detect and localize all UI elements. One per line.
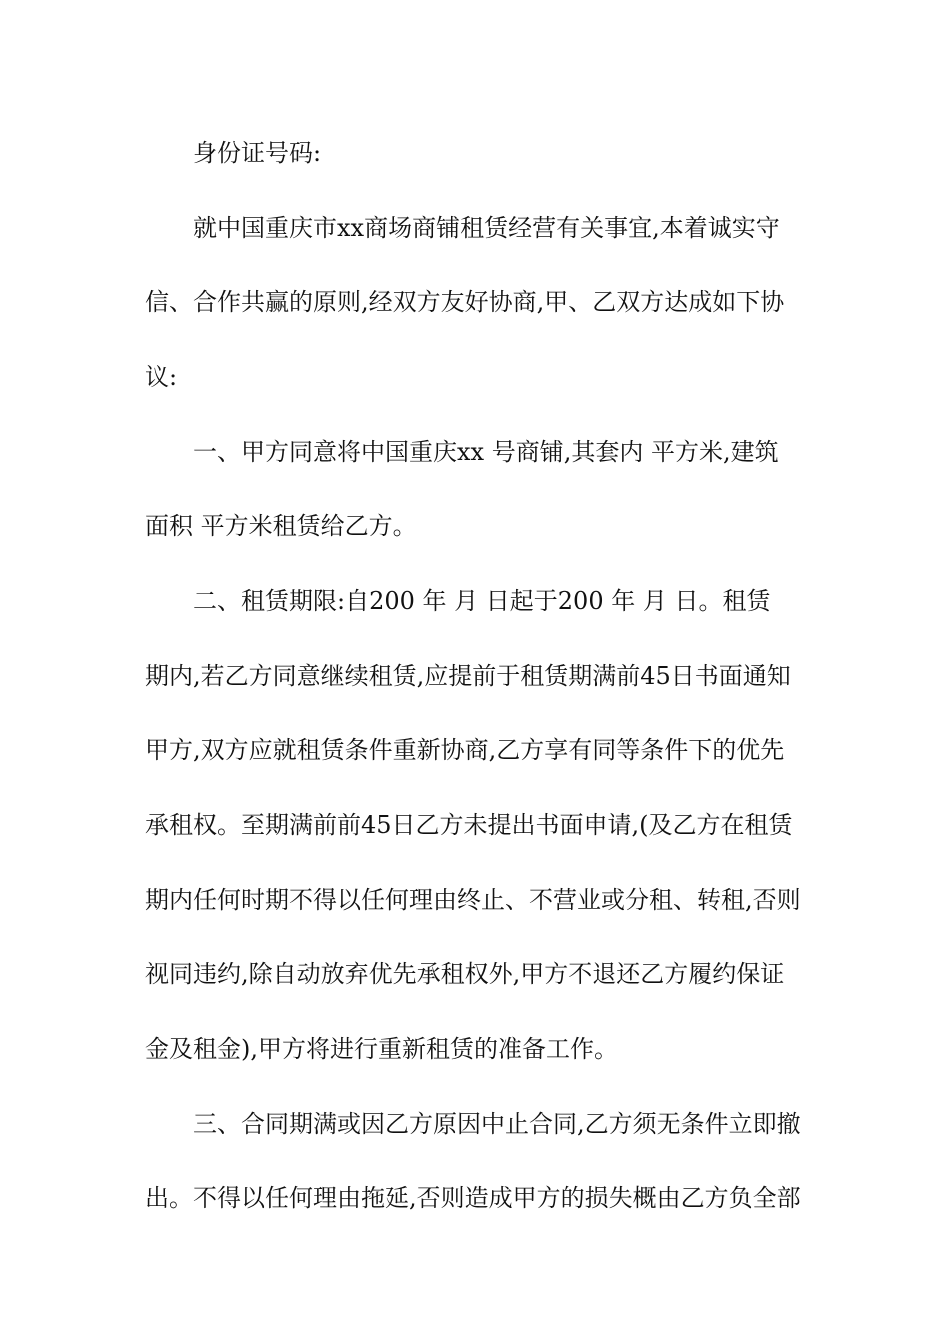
text-line: 三、合同期满或因乙方原因中止合同,乙方须无条件立即撤 [193,1110,801,1138]
text-line: 二、租赁期限:自200 年 月 日起于200 年 月 日。租赁 [193,587,771,615]
text-line: 就中国重庆市xx商场商铺租赁经营有关事宜,本着诚实守 [193,214,780,242]
text-line: 承租权。至期满前前45日乙方未提出书面申请,(及乙方在租赁 [145,811,793,839]
text-line: 出。不得以任何理由拖延,否则造成甲方的损失概由乙方负全部 [145,1184,801,1212]
text-line: 视同违约,除自动放弃优先承租权外,甲方不退还乙方履约保证 [145,960,785,988]
text-line: 一、甲方同意将中国重庆xx 号商铺,其套内 平方米,建筑 [193,438,779,466]
text-line: 议: [145,363,178,391]
text-line: 期内,若乙方同意继续租赁,应提前于租赁期满前45日书面通知 [145,662,791,690]
text-line: 金及租金),甲方将进行重新租赁的准备工作。 [145,1035,618,1063]
text-line: 信、合作共赢的原则,经双方友好协商,甲、乙双方达成如下协 [145,288,785,316]
text-line: 期内任何时期不得以任何理由终止、不营业或分租、转租,否则 [145,886,801,914]
text-line: 身份证号码: [193,139,322,167]
text-line: 面积 平方米租赁给乙方。 [145,512,417,540]
text-line: 甲方,双方应就租赁条件重新协商,乙方享有同等条件下的优先 [145,736,785,764]
